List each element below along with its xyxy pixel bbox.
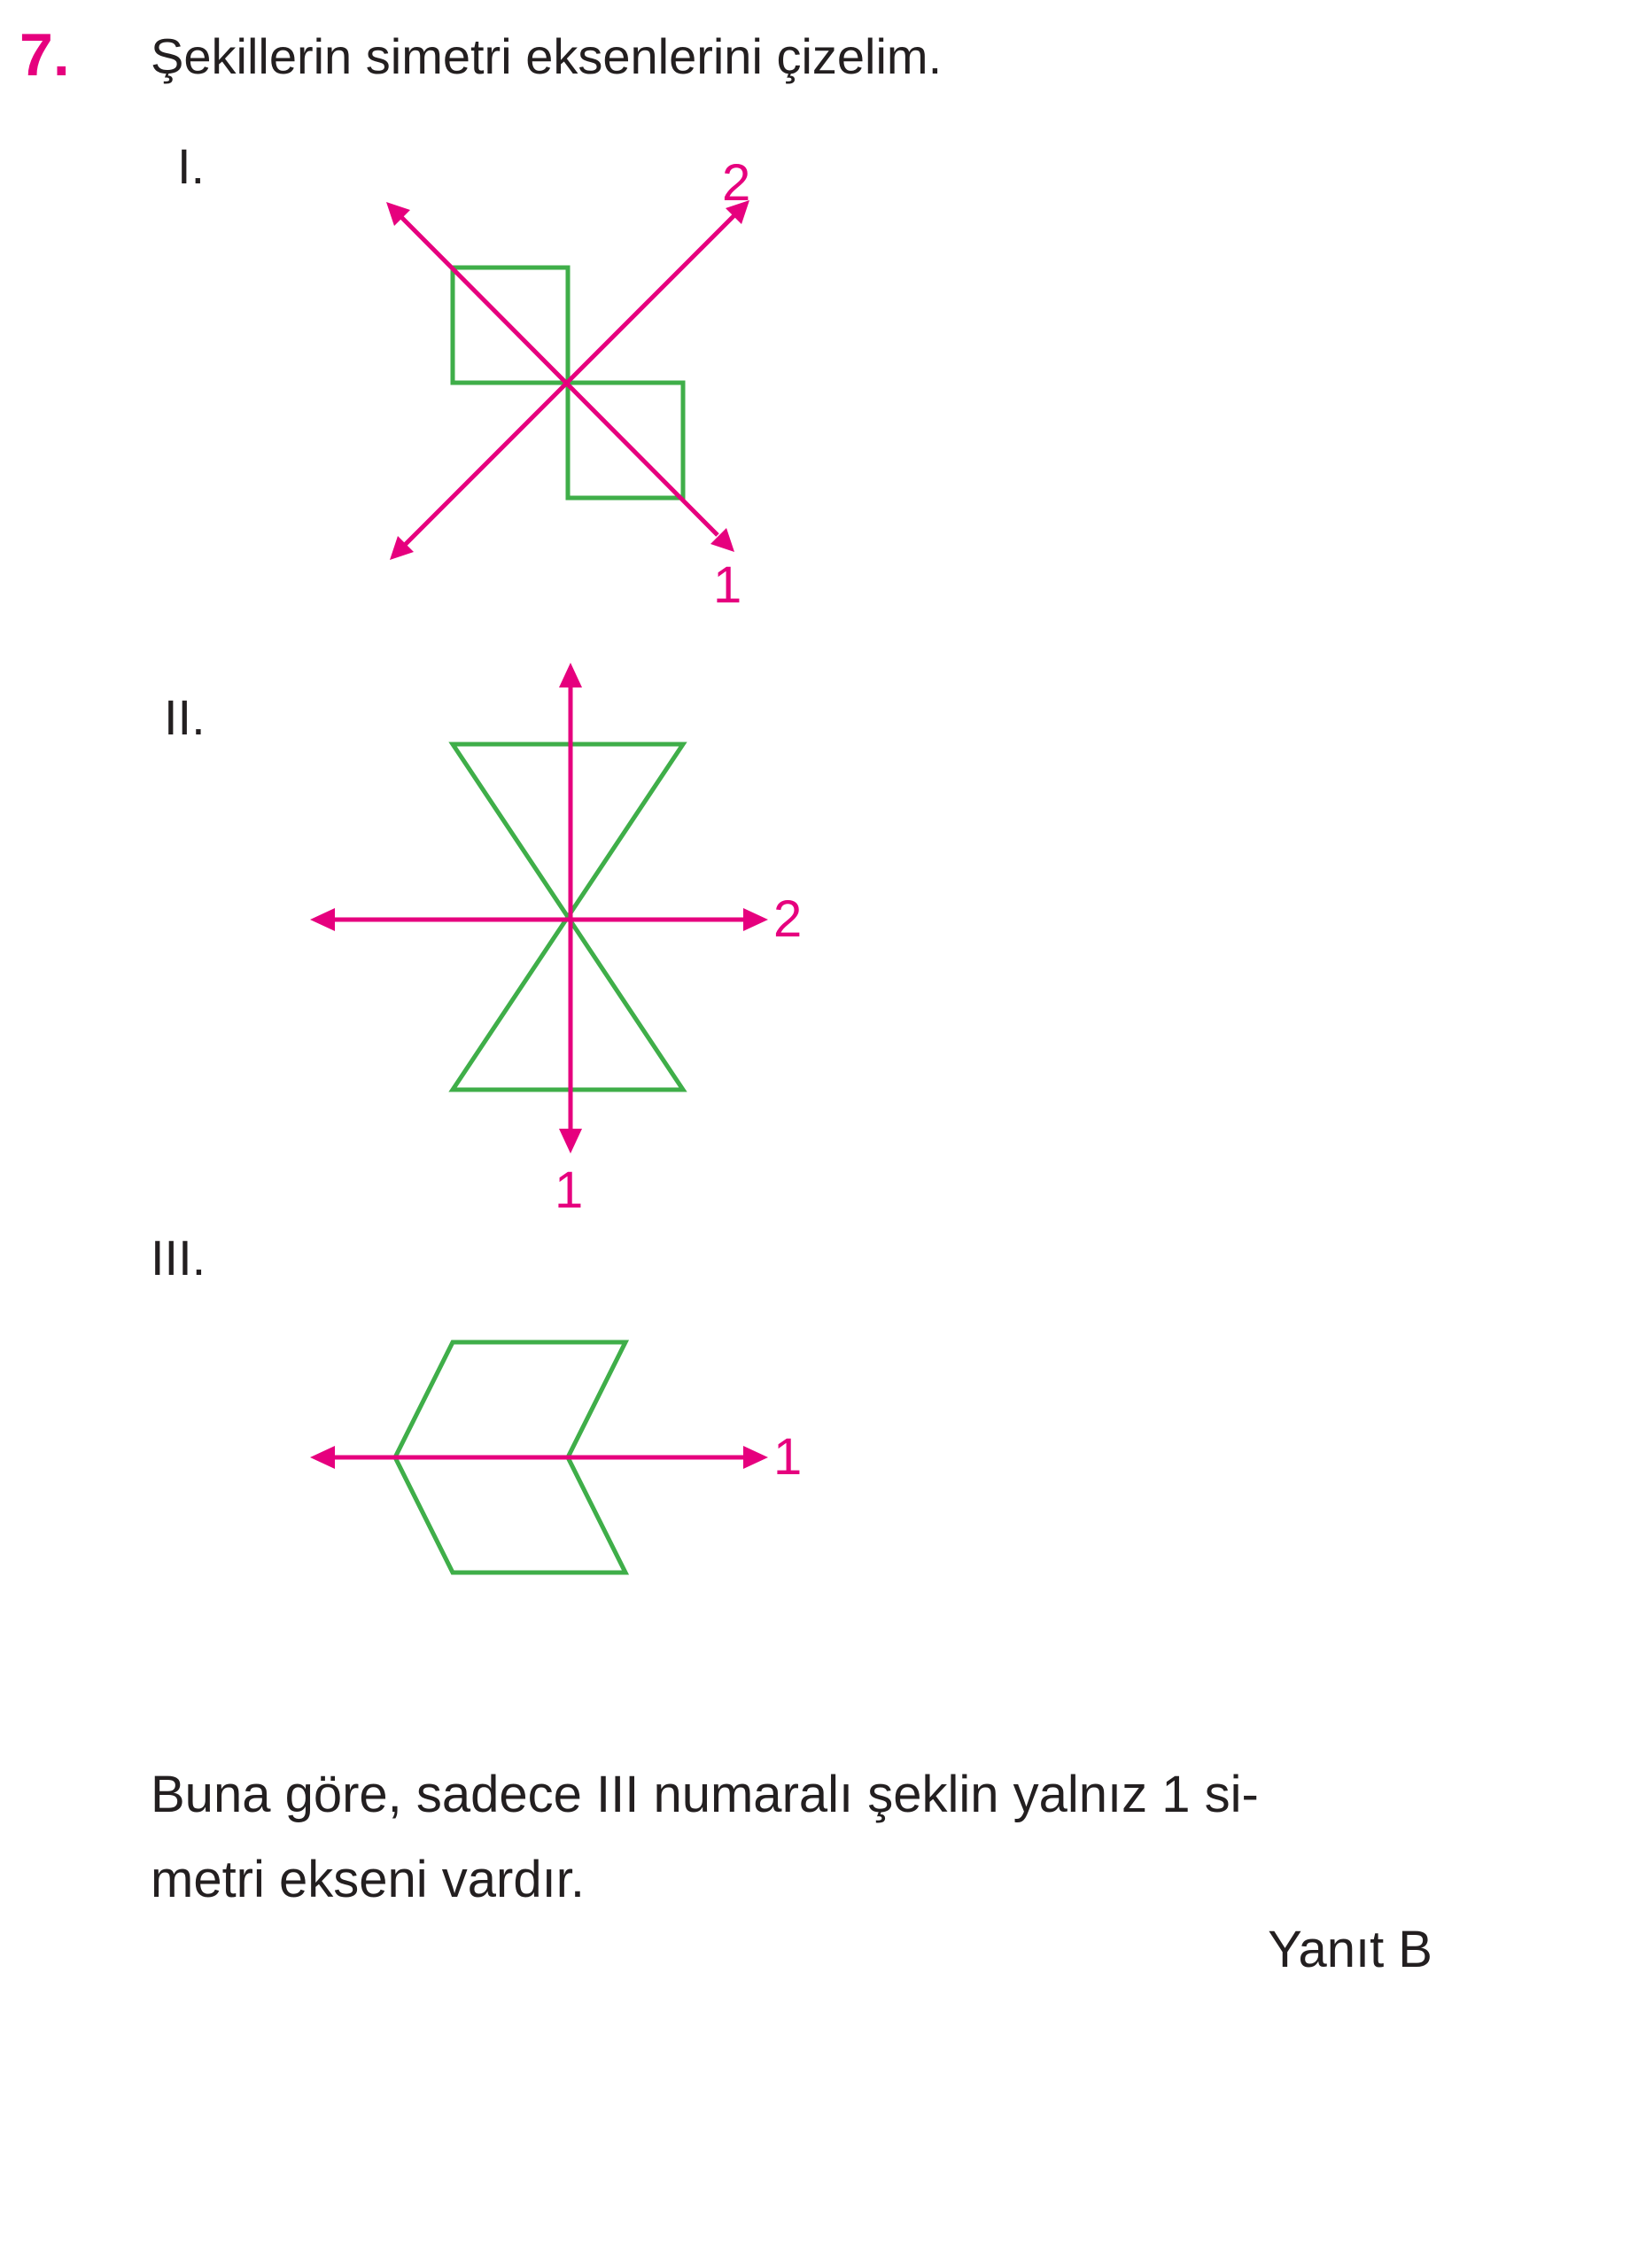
figure-3: [310, 1227, 802, 1688]
figure-2-label: II.: [164, 689, 206, 745]
figure-2-axis-label-1: 1: [555, 1161, 584, 1219]
figure-2-axis-label-2: 2: [773, 890, 803, 948]
figure-1: [338, 152, 798, 614]
figure-2: [310, 663, 802, 1219]
answer-result: Yanıt B: [1268, 1921, 1432, 1978]
figure-2-shape: [453, 744, 683, 1090]
answer-line-2: metri ekseni vardır.: [151, 1851, 585, 1908]
question-number: 7.: [19, 21, 70, 89]
figure-3-axis-label-1: 1: [773, 1428, 803, 1486]
figure-3-axis-1: [310, 1446, 768, 1469]
figure-3-label: III.: [151, 1230, 206, 1285]
answer-text: [151, 1752, 1462, 1922]
figure-1-axis-label-1: 1: [713, 556, 742, 614]
figure-1-axis-2: [390, 200, 749, 560]
figure-1-axis-label-2: 2: [722, 154, 751, 212]
figure-1-label: I.: [177, 138, 206, 194]
figure-1-axis-1: [386, 202, 734, 552]
figure-2-axis-2: [310, 908, 768, 931]
answer-line-1: Buna göre, sadece III numaralı şeklin yalnız 1 si-: [151, 1766, 1259, 1823]
question-prompt: Şekillerin simetri eksenlerini çizelim.: [151, 28, 943, 84]
